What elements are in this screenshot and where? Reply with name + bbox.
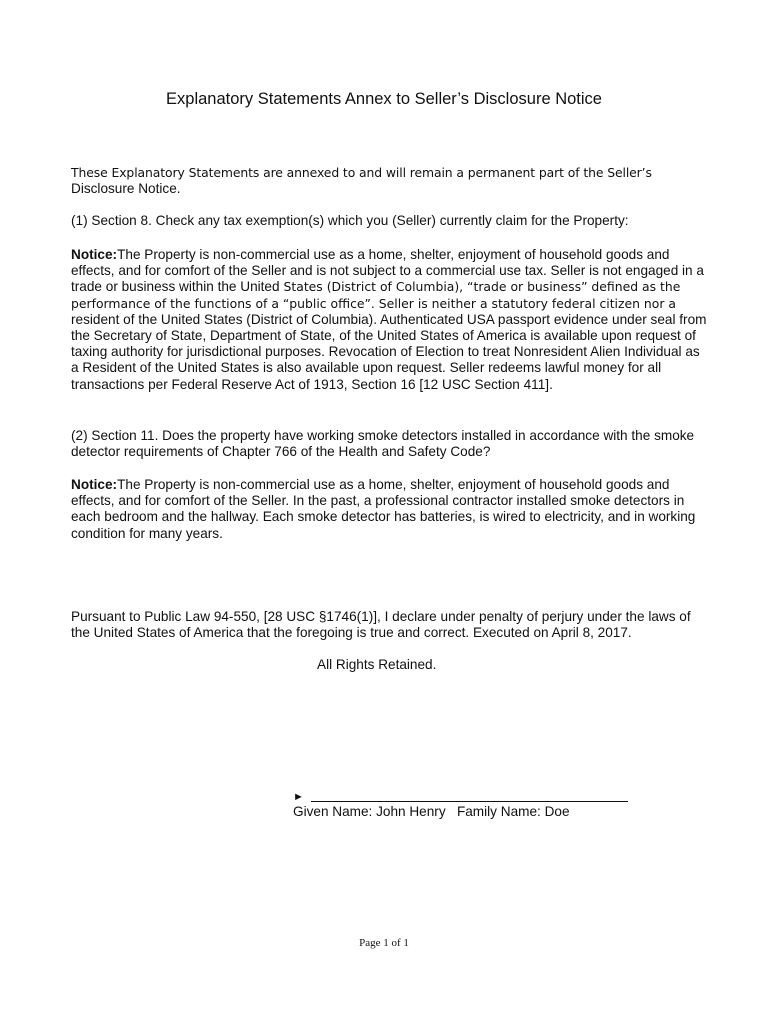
notice2-paragraph xyxy=(71,477,711,542)
notice1-text-c: resident of the United States (District of Columbia). Authenticated USA passport evidence under seal from the Secretary of State, Department of State, of the United States of America is available upon request of taxing authority for jurisdictional purposes. Revocation of Election to treat Nonresident Alien Individual as a Resident of the United States is also available upon request. Seller redeems lawful money for all transactions per Federal Reserve Act of 1913, Section 16 [12 USC Section 411]. xyxy=(71,311,707,392)
notice2-label: Notice: xyxy=(71,477,118,492)
section11-question: (2) Section 11. Does the property have working smoke detectors installed in accordance with the smoke detector requirements of Chapter 766 of the Health and Safety Code? xyxy=(71,428,695,460)
notice1-paragraph xyxy=(71,247,711,393)
section8-question: (1) Section 8. Check any tax exemption(s) which you (Seller) currently claim for the Property: xyxy=(71,213,629,228)
notice1-label: Notice: xyxy=(71,247,118,262)
page-footer: Page 1 of 1 xyxy=(359,937,409,949)
notice1-text-b: States (District of Columbia), “trade or business” defined as the performance of the functions of a “public office”. Seller is neither a statutory federal citizen nor a xyxy=(71,279,681,311)
declaration-paragraph: Pursuant to Public Law 94-550, [28 USC §1746(1)], I declare under penalty of perjury under the laws of the United States of America that the foregoing is true and correct. Executed on April 8, 2017. xyxy=(71,609,691,641)
intro-text-line2: Disclosure Notice. xyxy=(71,181,181,197)
signature-line-row xyxy=(293,786,653,804)
signature-names: Given Name: John Henry Family Name: Doe xyxy=(293,804,570,819)
signature-block xyxy=(293,786,653,819)
signature-line[interactable] xyxy=(311,801,628,802)
arrow-right-icon: ► xyxy=(293,791,304,803)
rights-retained: All Rights Retained. xyxy=(317,657,437,672)
notice2-text: The Property is non-commercial use as a home, shelter, enjoyment of household goods and effects, and for comfort of the Seller. In the past, a professional contractor installed smoke detectors in each bedroom and the hallway. Each smoke detector has batteries, is wired to electricity, and in working condition for many years. xyxy=(71,477,696,541)
notice1-text-a: The Property is non-commercial use as a home, shelter, enjoyment of household goods and effects, and for comfort of the Seller and is not subject to a commercial use tax. Seller is not engaged in a trade or business within the United xyxy=(71,247,704,295)
intro-paragraph xyxy=(71,165,711,197)
document-title: Explanatory Statements Annex to Seller’s Disclosure Notice xyxy=(166,90,602,108)
intro-text-line1: These Explanatory Statements are annexed to and will remain a permanent part of the Seller’s xyxy=(71,165,652,180)
